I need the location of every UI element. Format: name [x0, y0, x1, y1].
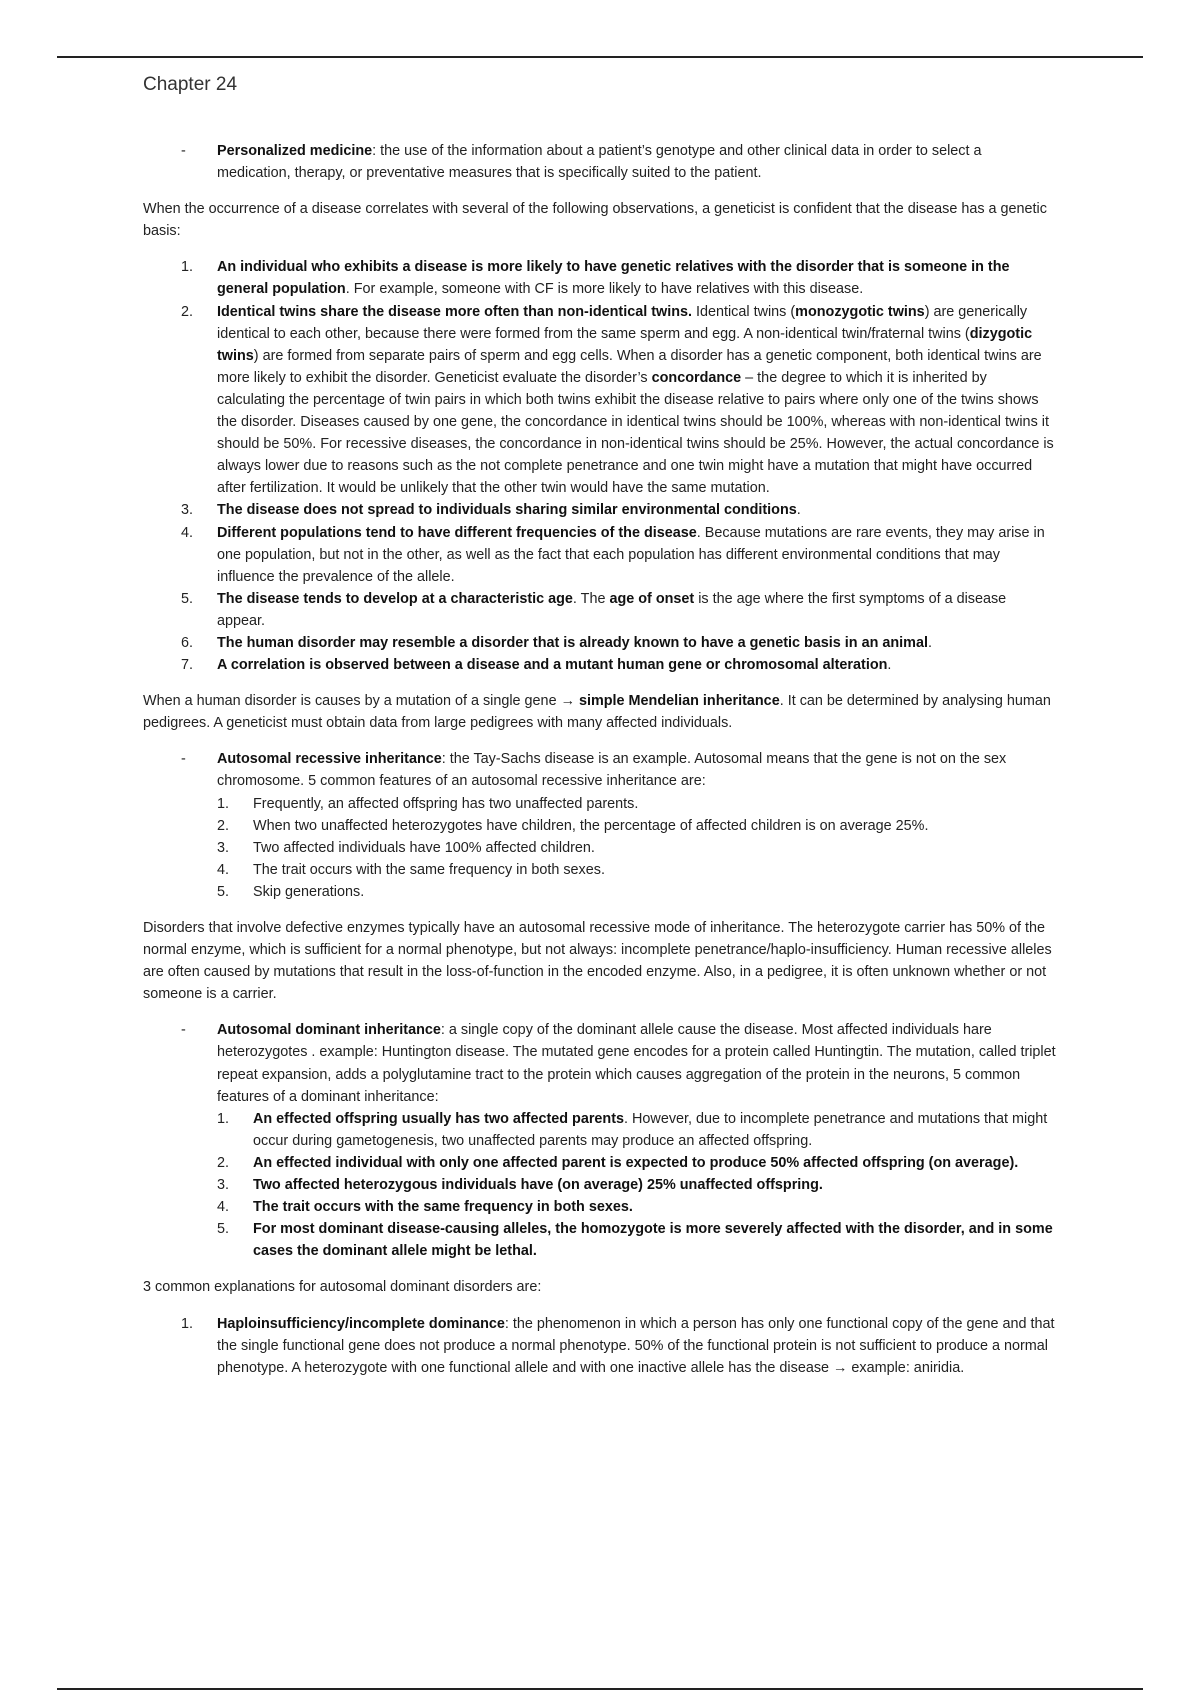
- bold-text: simple Mendelian inheritance: [574, 693, 780, 710]
- bullet-dash: -: [181, 143, 186, 159]
- text: Identical twins (: [691, 303, 796, 320]
- bold-text: An individual who exhibits a disease is more likely to have genetic relatives with the disorder that is someone in the general population: [217, 259, 1010, 298]
- item-number: 3.: [181, 502, 194, 519]
- bold-text: age of onset: [609, 590, 695, 607]
- item-number: 4.: [217, 1199, 230, 1216]
- text: When a human disorder is causes by a mutation of a single gene: [143, 693, 561, 710]
- intro-paragraph: When the occurrence of a disease correlates with several of the following observations, a geneticist is confident that the disease has a genetic basis:: [143, 201, 1047, 240]
- list-item: [217, 837, 1058, 859]
- text: . The: [572, 590, 610, 607]
- item-number: 6.: [181, 634, 194, 651]
- bullet-dash: -: [181, 751, 186, 768]
- recessive-features-list: [217, 793, 1058, 903]
- bold-text: The human disorder may resemble a disorder that is already known to have a genetic basis in an animal: [217, 634, 928, 651]
- bold-text: A correlation is observed between a disease and a mutant human gene or chromosomal alteration: [217, 657, 888, 674]
- mendelian-paragraph: [143, 690, 1058, 734]
- item-number: 2.: [217, 1154, 230, 1171]
- autosomal-recessive-item: [143, 748, 1058, 903]
- item-number: 2.: [217, 817, 230, 834]
- item-number: 4.: [217, 861, 230, 878]
- bold-text: Haploinsufficiency/incomplete dominance: [217, 1315, 505, 1332]
- text: example: aniridia.: [847, 1359, 965, 1376]
- bold-text: Identical twins share the disease more often than non-identical twins.: [217, 303, 692, 320]
- text: .: [887, 657, 892, 674]
- list-item: [143, 588, 1058, 632]
- definition: : the Tay-Sachs disease is an example. Autosomal means that the gene is not on the sex chromosome. 5 common features of an autosomal recessive inheritance are:: [217, 751, 1007, 790]
- item-number: 1.: [217, 795, 230, 812]
- page-title: Chapter 24: [143, 74, 238, 95]
- item-number: 4.: [181, 524, 194, 541]
- text: : the phenomenon in which a person has only one functional copy of the gene and that the single functional gene does not produce a normal phenotype. 50% of the functional protein is not sufficient to produce a normal phenotype. A heterozygote with one functional allele and with one inactive allele has the disease: [217, 1315, 1055, 1376]
- definition: : the use of the information about a patient’s genotype and other clinical data in order to select a medication, therapy, or preventative measures that is specifically suited to the patient.: [217, 143, 982, 182]
- list-item: [143, 654, 1058, 676]
- list-item: [217, 1174, 1058, 1196]
- observations-list: [143, 256, 1058, 676]
- text: ) are formed from separate pairs of sperm and egg cells. When a disorder has a genetic component, both identical twins are more likely to exhibit the disorder. Geneticist evaluate the disorder’s: [217, 347, 1042, 386]
- text: Frequently, an affected offspring has two unaffected parents.: [253, 795, 639, 812]
- item-number: 1.: [181, 259, 194, 276]
- explanations-intro: 3 common explanations for autosomal dominant disorders are:: [143, 1279, 542, 1296]
- item-number: 3.: [217, 1177, 230, 1194]
- text: . For example, someone with CF is more likely to have relatives with this disease.: [345, 281, 864, 298]
- dominant-features-list: [217, 1108, 1058, 1263]
- list-item: [143, 301, 1058, 500]
- item-number: 2.: [181, 303, 194, 320]
- list-item: [217, 1108, 1058, 1152]
- term: Autosomal recessive inheritance: [217, 751, 442, 768]
- list-item: [217, 881, 1058, 903]
- term: Autosomal dominant inheritance: [217, 1022, 441, 1039]
- text: Skip generations.: [253, 883, 365, 900]
- list-item: [143, 522, 1058, 588]
- enzymes-paragraph: Disorders that involve defective enzymes typically have an autosomal recessive mode of inheritance. The heterozygote carrier has 50% of the normal enzyme, which is sufficient for a normal phenotype, but not always: incomplete penetrance/haplo-insufficiency. Human recessive alleles are often caused by mutations that result in the loss-of-function in the encoded enzyme. Also, in a pedigree, it is often unknown whether or not someone is a carrier.: [143, 920, 1052, 1003]
- list-item: [217, 793, 1058, 815]
- list-item: [217, 1218, 1058, 1262]
- text: When two unaffected heterozygotes have children, the percentage of affected children is on average 25%.: [253, 817, 929, 834]
- personalized-medicine-item: [143, 140, 1058, 184]
- text: – the degree to which it is inherited by calculating the percentage of twin pairs in which both twins exhibit the disease relative to pairs where only one of the twins shows the disorder. Diseases caused by one gene, the concordance in identical twins should be 100%, whereas with non-identical twins it should be 50%. For recessive diseases, the concordance in non-identical twins should be 25%. However, the actual concordance is always lower due to reasons such as the not complete penetrance and one twin might have a mutation that might have occurred after fertilization. It would be unlikely that the other twin would have the same mutation.: [217, 369, 1054, 497]
- text: . It can be determined by analysing human pedigrees. A geneticist must obtain data from large pedigrees with many affected individuals.: [143, 693, 1051, 732]
- item-number: 5.: [217, 1221, 230, 1238]
- list-item: [217, 859, 1058, 881]
- document-body: [143, 140, 1058, 1393]
- text: .: [927, 634, 932, 651]
- bold-text: An effected offspring usually has two affected parents: [253, 1110, 625, 1127]
- arrow-icon: →: [833, 1359, 848, 1376]
- list-item: [143, 1313, 1058, 1379]
- bullet-dash: -: [181, 1022, 186, 1039]
- text: ) are generically identical to each other, because there were formed from the same sperm and egg. A non-identical twin/fraternal twins (: [217, 303, 1028, 342]
- list-item: [217, 815, 1058, 837]
- autosomal-dominant-item: [143, 1019, 1058, 1262]
- list-item: [217, 1196, 1058, 1218]
- item-number: 1.: [181, 1315, 194, 1332]
- bold-text: Different populations tend to have different frequencies of the disease: [217, 524, 697, 541]
- item-number: 1.: [217, 1110, 230, 1127]
- term: Personalized medicine: [217, 143, 373, 159]
- header-rule: [57, 56, 1143, 58]
- text: . Because mutations are rare events, they may arise in one population, but not in the other, as well as the fact that each population has different environmental conditions that may influence the prevalence of the allele.: [217, 524, 1045, 585]
- explanations-list: [143, 1313, 1058, 1379]
- definition: : a single copy of the dominant allele cause the disease. Most affected individuals hare heterozygotes . example: Huntington disease. The mutated gene encodes for a protein called Huntingtin. The mutation, called triplet repeat expansion, adds a polyglutamine tract to the protein which causes aggregation of the protein in the neurons, 5 common features of a dominant inheritance:: [217, 1022, 1056, 1105]
- text: The trait occurs with the same frequency in both sexes.: [253, 861, 605, 878]
- bold-text: Two affected heterozygous individuals have (on average) 25% unaffected offspring.: [253, 1177, 823, 1194]
- list-item: [143, 256, 1058, 300]
- item-number: 5.: [217, 883, 230, 900]
- bold-text: For most dominant disease-causing alleles, the homozygote is more severely affected with the disorder, and in some cases the dominant allele might be lethal.: [253, 1221, 1053, 1260]
- list-item: [217, 1152, 1058, 1174]
- list-item: [143, 632, 1058, 654]
- footer-rule: [57, 1688, 1143, 1690]
- text: .: [796, 502, 801, 519]
- text: is the age where the first symptoms of a disease appear.: [217, 590, 1007, 629]
- bold-text: dizygotic twins: [217, 325, 1033, 364]
- text: Two affected individuals have 100% affected children.: [253, 839, 595, 856]
- item-number: 7.: [181, 657, 194, 674]
- bold-text: concordance: [651, 369, 742, 386]
- text: . However, due to incomplete penetrance and mutations that might occur during gametogenesis, two unaffected parents may produce an affected offspring.: [253, 1110, 1048, 1149]
- bold-text: The disease does not spread to individuals sharing similar environmental conditions: [217, 502, 797, 519]
- list-item: [143, 499, 1058, 521]
- arrow-icon: →: [560, 693, 575, 710]
- item-number: 5.: [181, 590, 194, 607]
- bold-text: An effected individual with only one affected parent is expected to produce 50% affected offspring (on average).: [253, 1154, 1019, 1171]
- bold-text: The disease tends to develop at a characteristic age: [217, 590, 573, 607]
- item-number: 3.: [217, 839, 230, 856]
- bold-text: The trait occurs with the same frequency in both sexes.: [253, 1199, 633, 1216]
- bold-text: monozygotic twins: [795, 303, 925, 320]
